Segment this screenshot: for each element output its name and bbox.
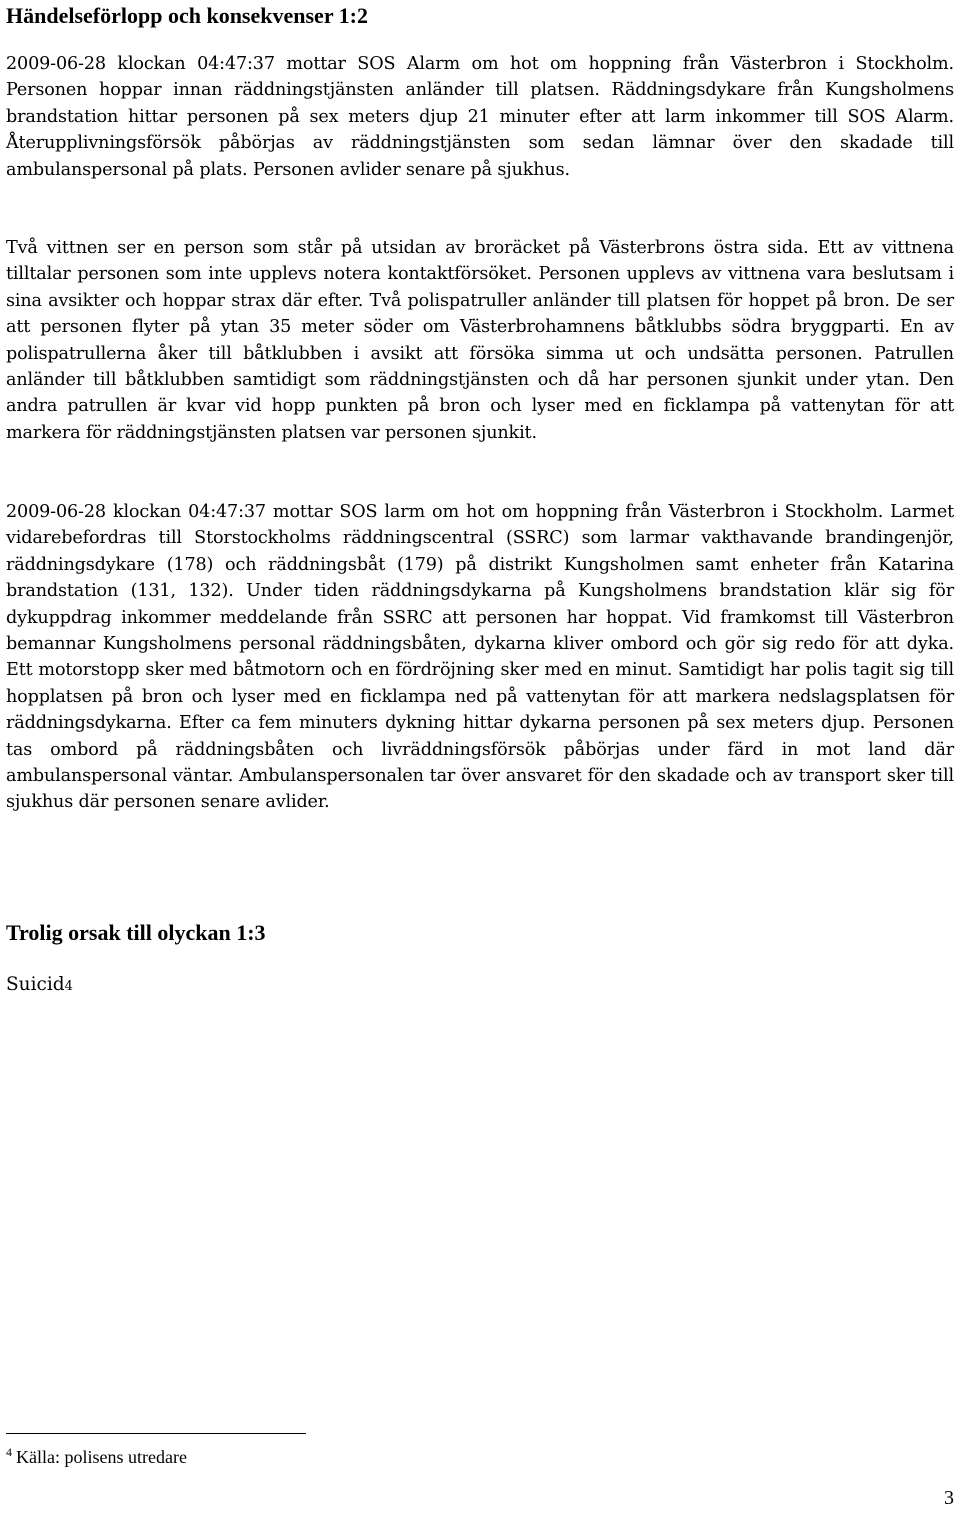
probable-cause-text [6, 972, 73, 1000]
section-heading-probable-cause: Trolig orsak till olyckan 1:3 [6, 920, 266, 945]
paragraph-rescue-operation: 2009-06-28 klockan 04:47:37 mottar SOS larm om hot om hoppning från Västerbron i Stockholm. Larmet vidarebefordras till Storstockholms räddningscentral (SSRC) som larmar vakthavande brandingenjör, räddningsdykare (178) och räddningsbåt (179) på distrikt Kungsholmen samt enheter från Katarina brandstation (131, 132). Under tiden räddningsdykarna på Kungsholmens brandstation klär sig för dykuppdrag inkommer meddelande från SSRC att personen har hoppat. Vid framkomst till Västerbron bemannar Kungsholmens personal räddningsbåten, dykarna kliver ombord och gör sig redo för att dyka. Ett motorstopp sker med båtmotorn och en fördröjning sker med en minut. Samtidigt har polis tagit sig till hopplatsen på bron och lyser med en ficklampa ned på vattenytan för att markera nedslagsplatsen för räddningsdykarna. Efter ca fem minuters dykning hittar dykarna personen på sex meters djup. Personen tas ombord på räddningsbåten och livräddningsförsök påbörjas under färd in mot land där ambulanspersonal väntar. Ambulanspersonalen tar över ansvaret för den skadade och av transport sker till sjukhus där personen senare avlider. [6, 502, 954, 813]
footnote-marker: 4 [6, 1445, 12, 1459]
footnote-text: Källa: polisens utredare [16, 1447, 187, 1467]
paragraph-sos-alarm-summary: 2009-06-28 klockan 04:47:37 mottar SOS Alarm om hot om hoppning från Västerbron i Stockholm. Personen hoppar innan räddningstjänsten anländer till platsen. Räddningsdykare från Kungsholmens brandstation hittar personen på sex meters djup 21 minuter efter att larm inkommer till SOS Alarm. Återupplivningsförsök påbörjas av räddningstjänsten som sedan lämnar över den skadade till ambulanspersonal på plats. Personen avlider senare på sjukhus. [6, 54, 954, 180]
footnote-divider [6, 1433, 306, 1434]
footnote [6, 1446, 187, 1470]
cause-value: Suicid [6, 974, 65, 995]
footnote-reference[interactable]: 4 [64, 979, 73, 994]
paragraph-witnesses-police: Två vittnen ser en person som står på utsidan av broräcket på Västerbrons östra sida. Ett av vittnena tilltalar personen som inte upplevs notera kontaktförsöket. Personen upplevs av vittnena vara beslutsam i sina avsikter och hoppar strax där efter. Två polispatruller anländer till platsen för hoppet på bron. De ser att personen flyter på ytan 35 meter söder om Västerbrohamnens båtklubbs södra bryggparti. En av polispatrullerna åker till båtklubben i avsikt att försöka simma ut och undsätta personen. Patrullen anländer till båtklubben samtidigt som räddningstjänsten och då har personen sjunkit under ytan. Den andra patrullen är kvar vid hopp punkten på bron och lyser med en ficklampa på vattenytan för att markera för räddningstjänsten platsen var personen sjunkit. [6, 238, 954, 443]
section-heading-events: Händelseförlopp och konsekvenser 1:2 [6, 3, 369, 28]
page-number: 3 [944, 1487, 954, 1509]
